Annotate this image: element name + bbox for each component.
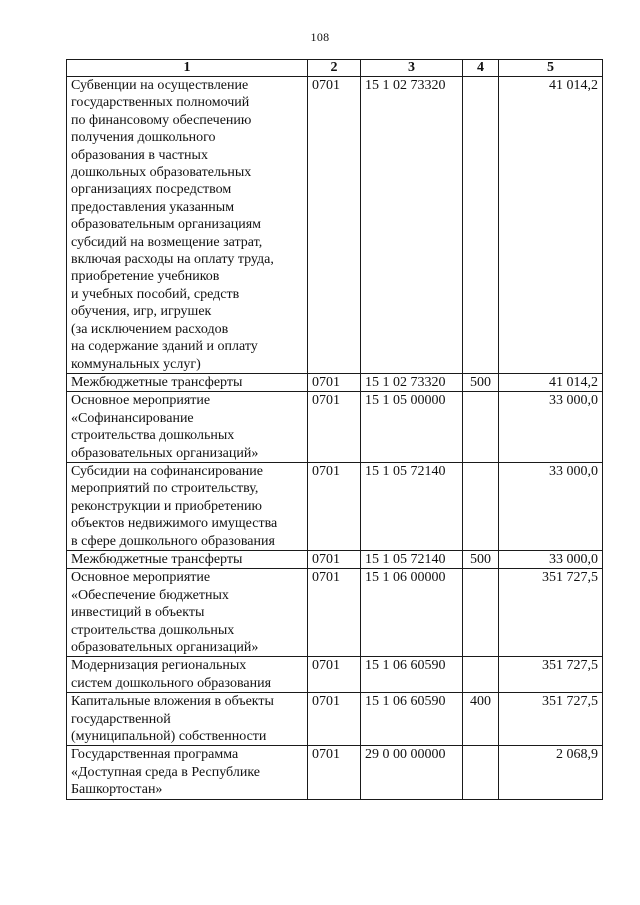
row-name-cell: Капитальные вложения в объекты государственной (муниципальной) собственности [67, 693, 308, 746]
header-col-4: 4 [463, 60, 499, 77]
row-code-cell: 15 1 05 72140 [361, 462, 463, 550]
row-section-cell: 0701 [308, 462, 361, 550]
header-row [67, 60, 603, 77]
row-section-cell: 0701 [308, 746, 361, 799]
table-row [67, 77, 603, 374]
row-type-cell: 500 [463, 550, 499, 568]
table-row [67, 550, 603, 568]
row-type-cell [463, 746, 499, 799]
row-section-cell: 0701 [308, 569, 361, 657]
row-code-cell: 15 1 06 00000 [361, 569, 463, 657]
row-amount-cell: 351 727,5 [499, 693, 603, 746]
row-type-cell [463, 392, 499, 463]
row-name-cell: Межбюджетные трансферты [67, 373, 308, 391]
row-name-cell: Модернизация региональных систем дошкольного образования [67, 657, 308, 693]
header-col-5: 5 [499, 60, 603, 77]
row-name-cell: Государственная программа «Доступная среда в Республике Башкортостан» [67, 746, 308, 799]
row-type-cell: 500 [463, 373, 499, 391]
row-code-cell: 15 1 02 73320 [361, 77, 463, 374]
row-code-cell: 15 1 06 60590 [361, 693, 463, 746]
row-type-cell [463, 657, 499, 693]
row-amount-cell: 351 727,5 [499, 569, 603, 657]
row-section-cell: 0701 [308, 392, 361, 463]
table-row [67, 746, 603, 799]
row-amount-cell: 33 000,0 [499, 462, 603, 550]
row-amount-cell: 2 068,9 [499, 746, 603, 799]
row-amount-cell: 351 727,5 [499, 657, 603, 693]
header-col-3: 3 [361, 60, 463, 77]
table-row [67, 373, 603, 391]
row-code-cell: 29 0 00 00000 [361, 746, 463, 799]
table-row [67, 693, 603, 746]
row-name-cell: Основное мероприятие «Софинансирование строительства дошкольных образовательных организаций» [67, 392, 308, 463]
row-section-cell: 0701 [308, 550, 361, 568]
row-code-cell: 15 1 06 60590 [361, 657, 463, 693]
row-name-cell: Субсидии на софинансирование мероприятий по строительству, реконструкции и приобретению объектов недвижимого имущества в сфере дошкольного образования [67, 462, 308, 550]
row-code-cell: 15 1 05 00000 [361, 392, 463, 463]
row-code-cell: 15 1 05 72140 [361, 550, 463, 568]
row-section-cell: 0701 [308, 77, 361, 374]
row-amount-cell: 33 000,0 [499, 550, 603, 568]
table-body [67, 77, 603, 800]
row-amount-cell: 41 014,2 [499, 373, 603, 391]
header-col-2: 2 [308, 60, 361, 77]
row-name-cell: Межбюджетные трансферты [67, 550, 308, 568]
row-type-cell [463, 569, 499, 657]
row-section-cell: 0701 [308, 693, 361, 746]
row-section-cell: 0701 [308, 657, 361, 693]
page-number: 108 [310, 30, 330, 44]
table-row [67, 392, 603, 463]
row-amount-cell: 41 014,2 [499, 77, 603, 374]
row-amount-cell: 33 000,0 [499, 392, 603, 463]
table-row [67, 462, 603, 550]
table-row [67, 569, 603, 657]
row-section-cell: 0701 [308, 373, 361, 391]
row-type-cell [463, 462, 499, 550]
budget-table [66, 59, 603, 800]
row-name-cell: Субвенции на осуществление государственных полномочий по финансовому обеспечению получения дошкольного образования в частных дошкольных образовательных организациях посредством предоставления указанным образовательным организациям субсидий на возмещение затрат, включая расходы на оплату труда, приобретение учебников и учебных пособий, средств обучения, игр, игрушек (за исключением расходов на содержание зданий и оплату коммунальных услуг) [67, 77, 308, 374]
row-name-cell: Основное мероприятие «Обеспечение бюджетных инвестиций в объекты строительства дошкольных образовательных организаций» [67, 569, 308, 657]
row-type-cell: 400 [463, 693, 499, 746]
table-row [67, 657, 603, 693]
header-col-1: 1 [67, 60, 308, 77]
row-code-cell: 15 1 02 73320 [361, 373, 463, 391]
row-type-cell [463, 77, 499, 374]
